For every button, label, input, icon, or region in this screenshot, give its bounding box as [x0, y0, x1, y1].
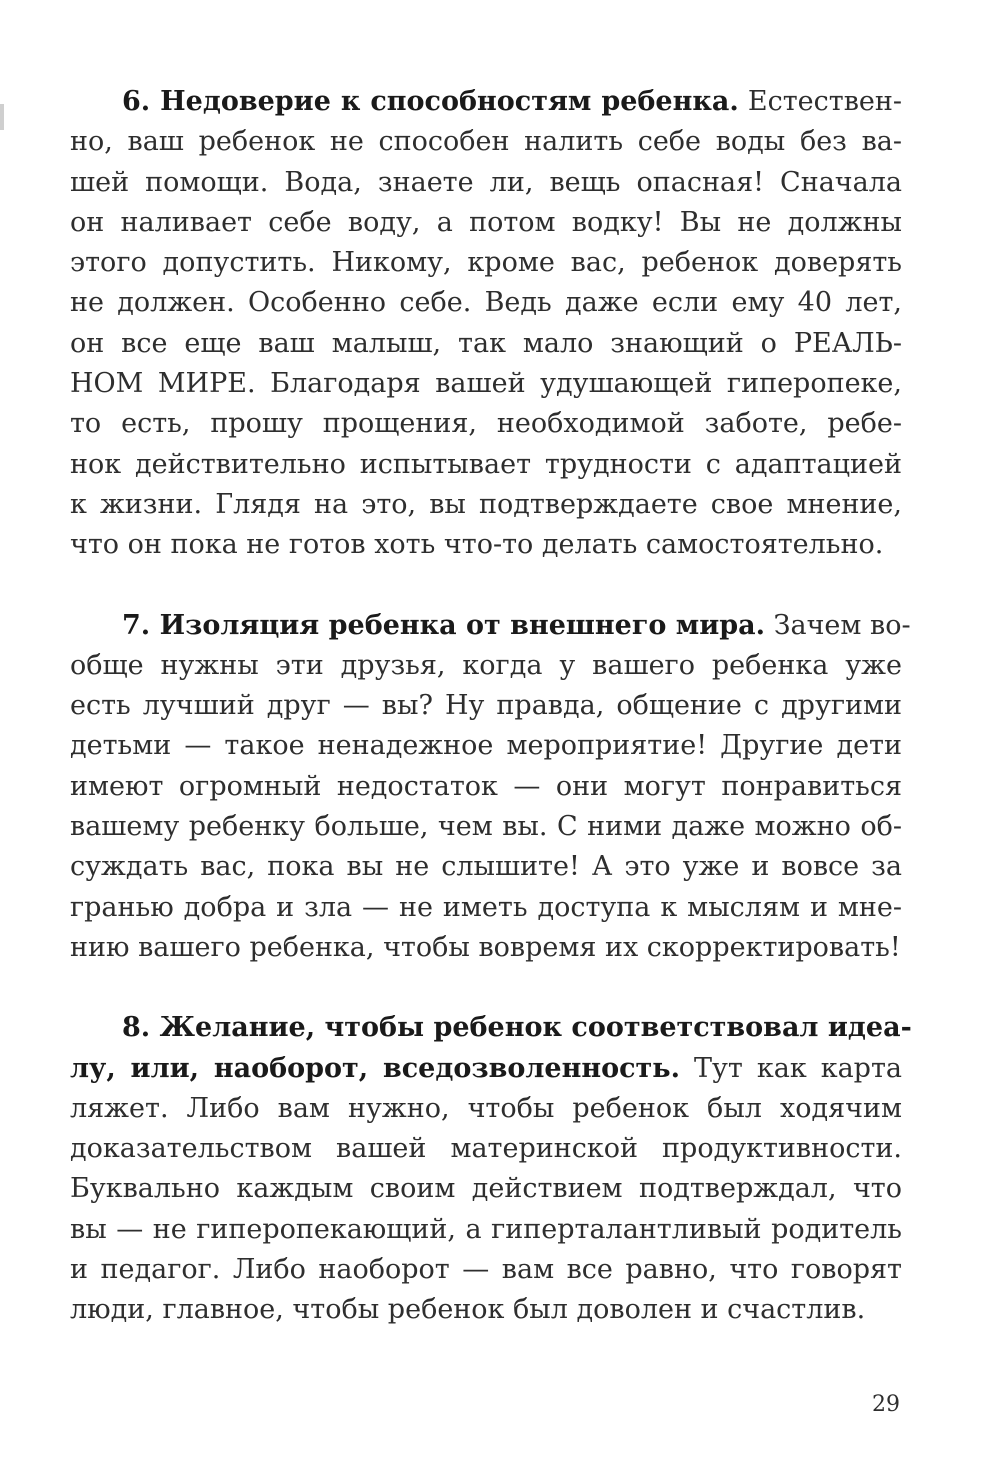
paragraph-line: суждать вас, пока вы не слышите! А это уже и вовсе за [70, 851, 902, 883]
paragraph-line: 7. Изоляция ребенка от внешнего мира. Зачем во- [122, 609, 911, 641]
paragraph-line: этого допустить. Никому, кроме вас, ребенок доверять [70, 247, 902, 279]
paragraph-line: то есть, прошу прощения, необходимой заботе, ребе- [70, 408, 902, 440]
paragraph-line: вы — не гиперопекающий, а гиперталантливый родитель [70, 1213, 902, 1245]
paragraph-line: Буквально каждым своим действием подтверждал, что [70, 1173, 902, 1205]
paragraph-line: ляжет. Либо вам нужно, чтобы ребенок был ходячим [70, 1092, 902, 1124]
paragraph-line: нок действительно испытывает трудности с адаптацией [70, 448, 902, 480]
scan-edge-mark [0, 104, 4, 130]
paragraph-6 [70, 82, 902, 566]
paragraph-line: имеют огромный недостаток — они могут понравиться [70, 770, 902, 802]
paragraph-line: и педагог. Либо наоборот — вам все равно, что говорят [70, 1254, 902, 1286]
paragraph-heading: 7. Изоляция ребенка от внешнего мира. [122, 609, 766, 641]
paragraph-line: он все еще ваш малыш, так мало знающий о РЕАЛЬ- [70, 327, 902, 359]
paragraph-line: 6. Недоверие к способностям ребенка. Естествен- [122, 86, 902, 117]
paragraph-line: что он пока не готов хоть что-то делать самостоятельно. [70, 529, 884, 561]
paragraph-line: обще нужны эти друзья, когда у вашего ребенка уже [70, 649, 902, 681]
paragraph-line: лу, или, наоборот, вседозволенность. Тут как карта [70, 1052, 902, 1084]
paragraph-line: НОМ МИРЕ. Благодаря вашей удушающей гиперопеке, [70, 368, 902, 400]
paragraph-8 [70, 1008, 912, 1330]
paragraph-line: но, ваш ребенок не способен налить себе воды без ва- [70, 126, 902, 158]
paragraph-7 [70, 606, 911, 969]
paragraph-line: он наливает себе воду, а потом водку! Вы не должны [70, 206, 902, 238]
paragraph-line: детьми — такое ненадежное мероприятие! Другие дети [70, 730, 902, 762]
paragraph-line: доказательством вашей материнской продуктивности. [70, 1133, 902, 1165]
paragraph-line: не должен. Особенно себе. Ведь даже если ему 40 лет, [70, 287, 902, 319]
paragraph-heading: 6. Недоверие к способностям ребенка. [122, 86, 739, 117]
paragraph-line: нию вашего ребенка, чтобы вовремя их скорректировать! [70, 931, 901, 963]
paragraph-line: гранью добра и зла — не иметь доступа к мыслям и мне- [70, 891, 902, 923]
paragraph-heading-cont: лу, или, наоборот, вседозволенность. [70, 1052, 680, 1084]
paragraph-line [70, 1008, 912, 1048]
paragraph-line: шей помощи. Вода, знаете ли, вещь опасная! Сначала [70, 166, 902, 198]
paragraph-line: вашему ребенку больше, чем вы. С ними даже можно об- [70, 811, 902, 843]
paragraph-line: есть лучший друг — вы? Ну правда, общение с другими [70, 690, 902, 722]
paragraph-heading: 8. Желание, чтобы ребенок соответствовал идеа- [122, 1012, 912, 1044]
paragraph-line: к жизни. Глядя на это, вы подтверждаете свое мнение, [70, 488, 902, 520]
text-column [70, 82, 912, 1331]
page-number: 29 [872, 1392, 900, 1417]
paragraph-line: люди, главное, чтобы ребенок был доволен и счастлив. [70, 1294, 866, 1326]
